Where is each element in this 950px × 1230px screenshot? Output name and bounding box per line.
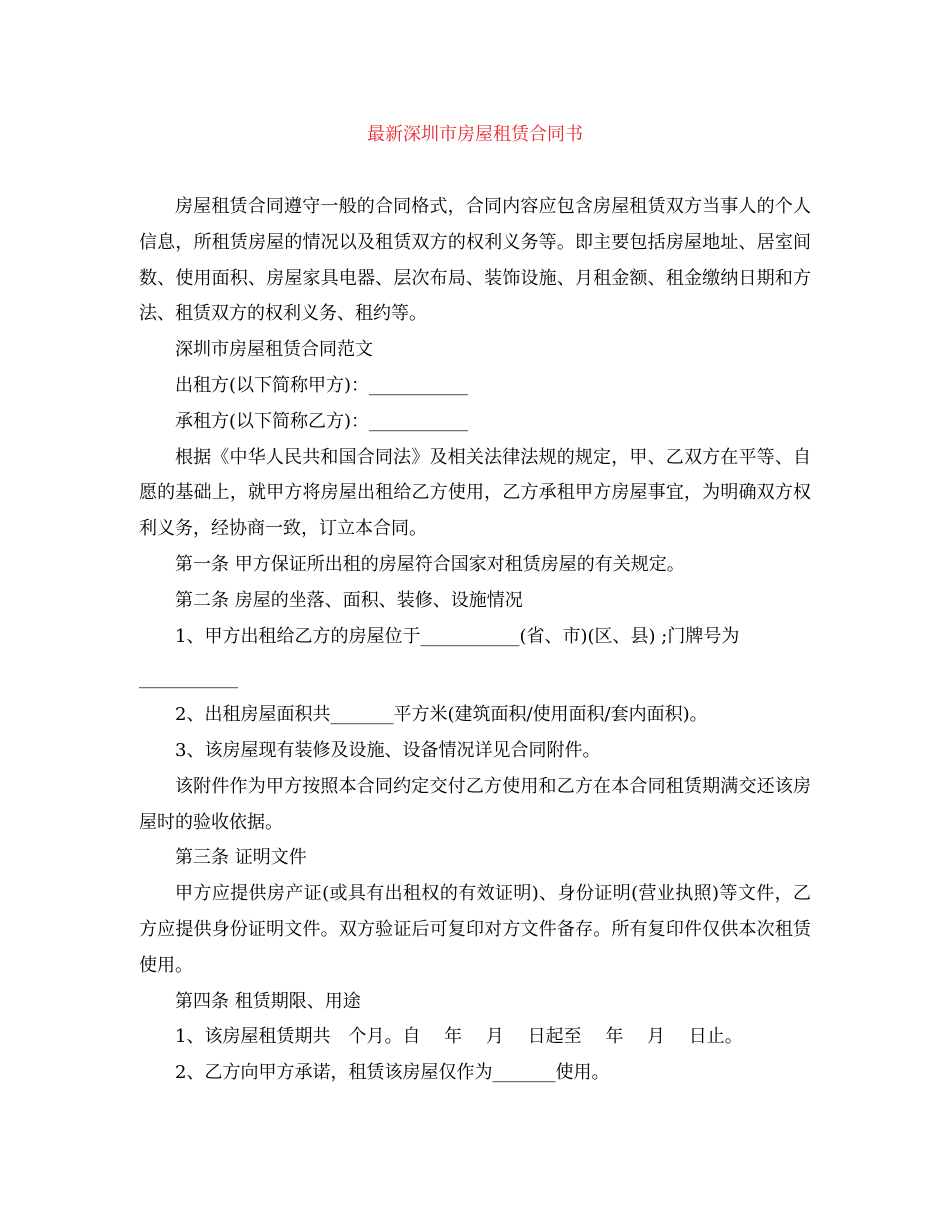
- sample-heading: 深圳市房屋租赁合同范文: [175, 339, 373, 361]
- attachment-paragraph: 该附件作为甲方按照本合同约定交付乙方使用和乙方在本合同租赁期满交还该房屋时的验收依据。: [139, 775, 811, 833]
- article-2-item-1-continuation: ___________: [139, 668, 238, 690]
- lessee-line: 承租方(以下简称乙方)：___________: [175, 410, 469, 432]
- document-body: [139, 189, 811, 1091]
- article-2-item-3: 3、该房屋现有装修及设施、设备情况详见合同附件。: [175, 739, 601, 761]
- article-3-paragraph: 甲方应提供房产证(或具有出租权的有效证明)、身份证明(营业执照)等文件，乙方应提供身份证明文件。双方验证后可复印对方文件备存。所有复印件仅供本次租赁使用。: [139, 883, 811, 976]
- preamble-paragraph: 根据《中华人民共和国合同法》及相关法律法规的规定，甲、乙双方在平等、自愿的基础上，就甲方将房屋出租给乙方使用，乙方承租甲方房屋事宜，为明确双方权利义务，经协商一致，订立本合同。: [139, 446, 811, 540]
- article-1: 第一条 甲方保证所出租的房屋符合国家对租赁房屋的有关规定。: [175, 553, 685, 575]
- intro-paragraph: 房屋租赁合同遵守一般的合同格式，合同内容应包含房屋租赁双方当事人的个人信息，所租赁房屋的情况以及租赁双方的权利义务等。即主要包括房屋地址、居室间数、使用面积、房屋家具电器、层次布局、装饰设施、月租金额、租金缴纳日期和方法、租赁双方的权利义务、租约等。: [139, 196, 811, 325]
- article-4-heading: 第四条 租赁期限、用途: [175, 990, 361, 1012]
- article-4-item-1: 1、该房屋租赁期共 个月。自 年 月 日起至 年 月 日止。: [175, 1026, 743, 1048]
- article-2-item-2: 2、出租房屋面积共_______平方米(建筑面积/使用面积/套内面积)。: [175, 704, 708, 726]
- article-3-heading: 第三条 证明文件: [175, 847, 307, 869]
- article-2-heading: 第二条 房屋的坐落、面积、装修、设施情况: [175, 589, 523, 611]
- lessor-line: 出租方(以下简称甲方)：___________: [175, 374, 469, 396]
- article-4-item-2: 2、乙方向甲方承诺，租赁该房屋仅作为_______使用。: [175, 1062, 610, 1084]
- document-title: 最新深圳市房屋租赁合同书: [367, 124, 583, 145]
- article-2-item-1: 1、甲方出租给乙方的房屋位于___________(省、市)(区、县) ;门牌号为: [175, 625, 740, 647]
